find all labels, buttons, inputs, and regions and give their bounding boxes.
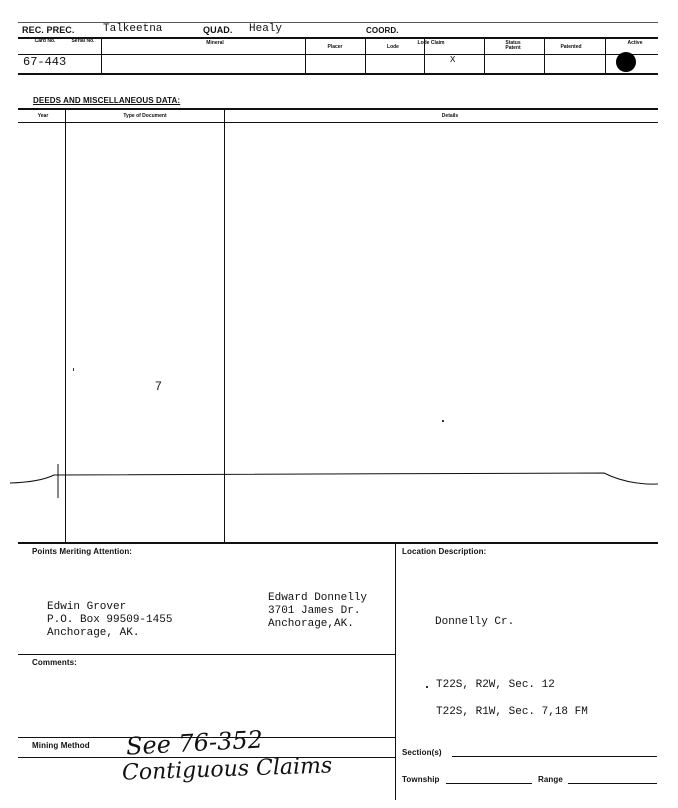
header-subrule (18, 54, 658, 55)
range-line (568, 783, 657, 784)
col-active: Active (627, 40, 643, 46)
active-dot (616, 52, 636, 72)
col-divider (101, 38, 102, 74)
col-lode-claim: Lode Claim (417, 40, 445, 46)
comments-label: Comments: (32, 658, 77, 667)
header-rule (18, 37, 658, 39)
deeds-top-rule (18, 108, 658, 110)
lode-claim-mark: X (450, 55, 456, 65)
col-status-patent: Status Patent (505, 40, 521, 51)
township-line (446, 783, 532, 784)
section-label: Section(s) (402, 748, 442, 757)
header-top-rule (18, 22, 658, 23)
coord-label: COORD. (366, 26, 399, 35)
points-label: Points Meriting Attention: (32, 547, 133, 556)
col-divider (424, 38, 425, 74)
col-card-no: Card No. (34, 38, 56, 44)
deeds-header-rule (18, 122, 658, 123)
col-year: Year (37, 113, 49, 119)
quad-label: QUAD. (203, 25, 233, 35)
col-patented: Patented (560, 44, 582, 50)
lower-divider (395, 542, 396, 800)
col-serial-no: Serial No. (71, 38, 95, 44)
stray-dot (442, 420, 444, 422)
location-name: Donnelly Cr. (435, 616, 515, 628)
stray-mark: 7 (155, 379, 162, 393)
col-divider (305, 38, 306, 74)
section-line (452, 756, 657, 757)
card-no-value: 67-443 (23, 55, 67, 69)
quad-value: Healy (249, 23, 283, 35)
col-divider (605, 38, 606, 74)
col-divider (365, 38, 366, 74)
deeds-bottom-rule (18, 542, 658, 544)
col-details: Details (441, 113, 459, 119)
col-divider (544, 38, 545, 74)
fold-line (0, 460, 678, 500)
deeds-title: DEEDS AND MISCELLANEOUS DATA: (33, 96, 181, 105)
stray-dot (426, 686, 428, 688)
township-label: Township (402, 775, 440, 784)
location-line1: T22S, R2W, Sec. 12 (436, 679, 555, 691)
rec-prec-label: REC. PREC. (22, 25, 75, 35)
handwritten-see-note: See 76-352 (125, 725, 264, 761)
col-mineral: Mineral (206, 40, 224, 46)
range-label: Range (538, 775, 563, 784)
location-label: Location Description: (402, 547, 487, 556)
col-placer: Placer (327, 44, 343, 50)
location-line2: T22S, R1W, Sec. 7,18 FM (436, 706, 588, 718)
col-lode: Lode (387, 44, 399, 50)
col-type-of-document: Type of Document (123, 113, 167, 119)
comments-top-rule (18, 654, 395, 655)
contact-donnelly: Edward Donnelly 3701 James Dr. Anchorage,AK. (268, 592, 368, 630)
header-bottom-rule (18, 73, 658, 75)
handwritten-claims-note: Contiguous Claims (121, 753, 333, 786)
stray-dot (73, 368, 74, 371)
col-divider (484, 38, 485, 74)
contact-grover: Edwin Grover P.O. Box 99509-1455 Anchorage, AK. (47, 601, 173, 639)
rec-prec-value: Talkeetna (103, 23, 163, 35)
mining-method-label: Mining Method (32, 741, 90, 750)
